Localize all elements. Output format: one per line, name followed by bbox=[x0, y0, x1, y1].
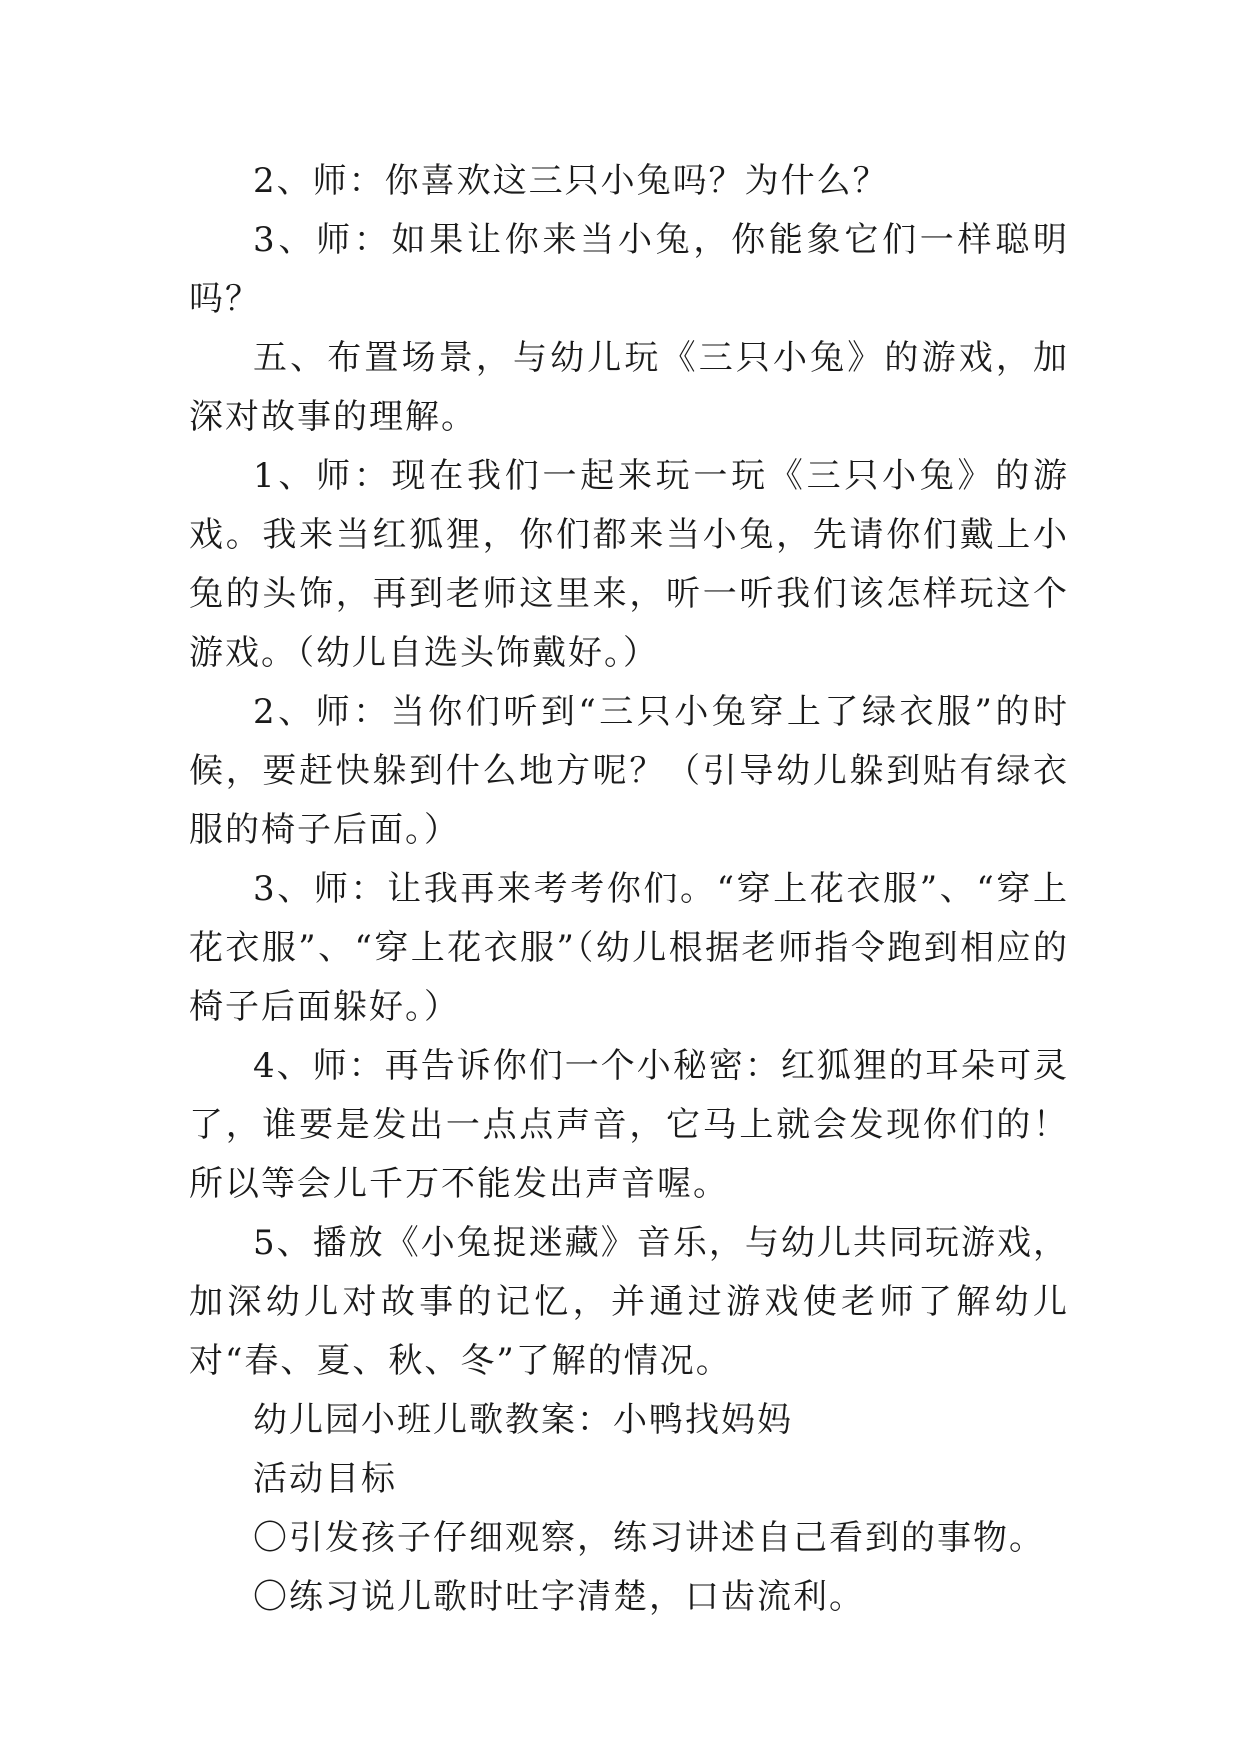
paragraph-question-be-rabbit: 3、师：如果让你来当小兔，你能象它们一样聪明吗？ bbox=[189, 220, 1069, 319]
lesson-plan-title: 幼儿园小班儿歌教案：小鸭找妈妈 bbox=[253, 1400, 793, 1440]
goal-item-observe: 〇引发孩子仔细观察，练习讲述自己看到的事物。 bbox=[253, 1518, 1045, 1558]
paragraph-step-one: 1、师：现在我们一起来玩一玩《三只小兔》的游戏。我来当红狐狸，你们都来当小兔，先请你们戴上小兔的头饰，再到老师这里来，听一听我们该怎样玩这个游戏。（幼儿自选头饰戴好。） bbox=[189, 456, 1069, 673]
document-body bbox=[189, 152, 1069, 1627]
paragraph-step-four: 4、师：再告诉你们一个小秘密：红狐狸的耳朵可灵了，谁要是发出一点点声音，它马上就会发现你们的！所以等会儿千万不能发出声音喔。 bbox=[189, 1046, 1069, 1204]
paragraph-question-like-rabbits: 2、师：你喜欢这三只小兔吗？为什么？ bbox=[253, 161, 889, 201]
section-heading-goals: 活动目标 bbox=[253, 1459, 397, 1499]
goal-item-pronunciation: 〇练习说儿歌时吐字清楚，口齿流利。 bbox=[253, 1577, 865, 1617]
paragraph-step-two: 2、师：当你们听到“三只小兔穿上了绿衣服”的时候，要赶快躲到什么地方呢？（引导幼儿躲到贴有绿衣服的椅子后面。） bbox=[189, 692, 1069, 850]
paragraph-section-five: 五、布置场景，与幼儿玩《三只小兔》的游戏，加深对故事的理解。 bbox=[189, 338, 1069, 437]
paragraph-step-three: 3、师：让我再来考考你们。“穿上花衣服”、“穿上花衣服”、“穿上花衣服”（幼儿根据老师指令跑到相应的椅子后面躲好。） bbox=[189, 869, 1069, 1027]
paragraph-step-five: 5、播放《小兔捉迷藏》音乐，与幼儿共同玩游戏，加深幼儿对故事的记忆，并通过游戏使老师了解幼儿对“春、夏、秋、冬”了解的情况。 bbox=[189, 1223, 1069, 1381]
